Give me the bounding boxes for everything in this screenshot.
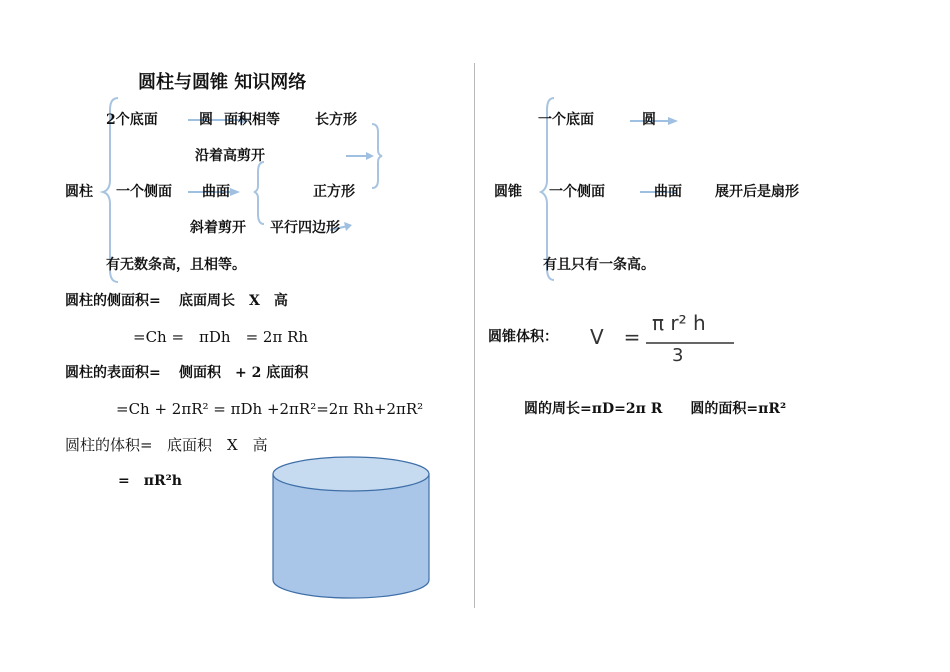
cylinder-square: 正方形	[313, 184, 355, 200]
cylinder-parallelogram: 平行四边形	[270, 220, 340, 236]
cylinder-cut-height: 沿着高剪开	[195, 148, 265, 164]
cylinder-bases-equal: 面积相等	[224, 112, 280, 128]
lateral-area-expr: 底面周长 X 高	[179, 293, 288, 309]
cylinder-cut-slant: 斜着剪开	[190, 220, 246, 236]
circle-formulas: 圆的周长=πD=2π R 圆的面积=πR²	[524, 401, 787, 417]
cone-volume-numerator: π r² h	[652, 311, 706, 335]
surface-area-label: 圆柱的表面积=	[65, 365, 161, 381]
cone-curved-surface: 曲面	[654, 184, 682, 200]
cone-base-label: 一个底面	[538, 112, 594, 128]
lateral-area-formula: =Ch = πDh = 2π Rh	[133, 328, 309, 346]
cone-height-note: 有且只有一条高。	[543, 257, 655, 273]
curved-brace	[254, 162, 264, 224]
cylinder-bases-label: 2个底面	[106, 112, 158, 128]
surface-area-formula: =Ch + 2πR² = πDh +2πR²=2π Rh+2πR²	[116, 400, 424, 418]
cylinder-rect: 长方形	[315, 112, 357, 128]
cylinder-illustration	[273, 457, 429, 598]
cone-volume-denominator: 3	[672, 345, 684, 366]
cylinder-heights-note: 有无数条高，且相等。	[106, 257, 246, 273]
page-title: 圆柱与圆锥 知识网络	[138, 72, 307, 93]
cone-volume-label: 圆锥体积：	[488, 329, 558, 345]
cone-name: 圆锥	[494, 184, 522, 200]
volume-expr: 底面积 X 高	[167, 436, 268, 454]
lateral-area-label: 圆柱的侧面积=	[65, 293, 161, 309]
column-divider	[474, 63, 475, 608]
cylinder-lateral-label: 一个侧面	[116, 184, 172, 200]
cylinder-name: 圆柱	[65, 184, 93, 200]
volume-formula: = πR²h	[118, 473, 182, 489]
cylinder-bases-shape: 圆	[199, 112, 213, 128]
volume-label: 圆柱的体积=	[65, 436, 153, 454]
cone-volume-var: V =	[590, 325, 641, 349]
cylinder-curved-surface: 曲面	[202, 184, 230, 200]
cone-unfold: 展开后是扇形	[715, 184, 799, 200]
surface-area-expr: 侧面积 + 2 底面积	[179, 365, 309, 381]
cone-base-shape: 圆	[642, 112, 656, 128]
cone-lateral-label: 一个侧面	[549, 184, 605, 200]
